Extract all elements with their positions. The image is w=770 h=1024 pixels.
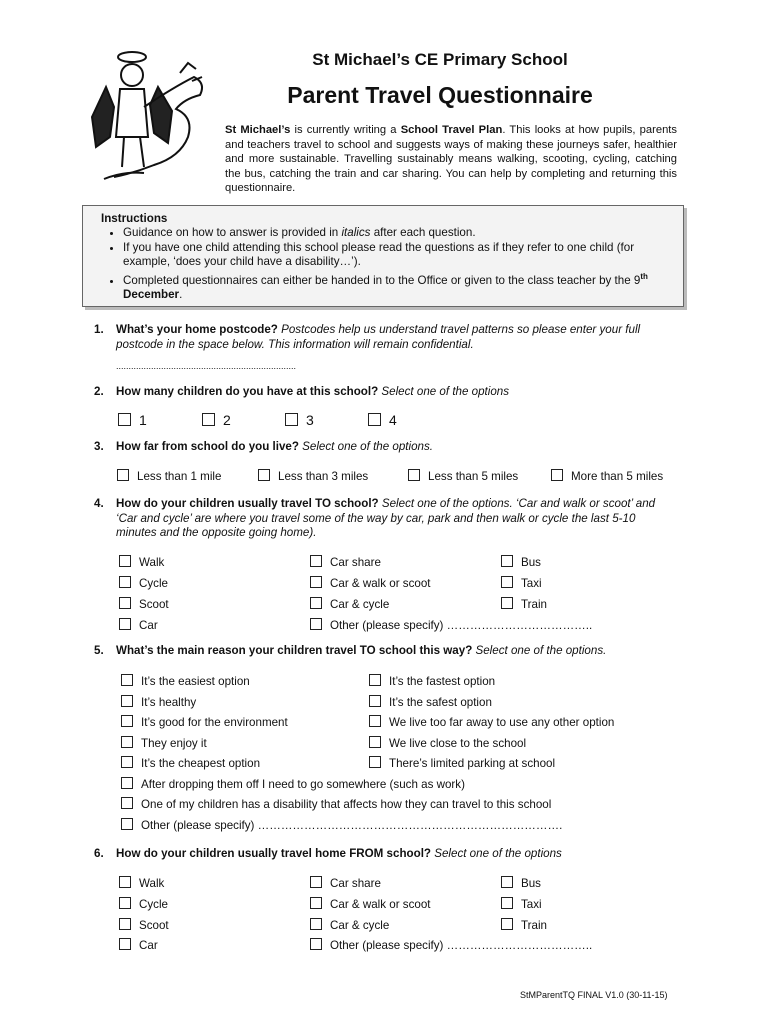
option-reason-cheapest[interactable]: It’s the cheapest option [121,756,260,770]
checkbox[interactable] [121,715,133,727]
checkbox[interactable] [119,576,131,588]
checkbox[interactable] [408,469,420,481]
option-children-4[interactable]: 4 [368,412,397,428]
checkbox[interactable] [501,597,513,609]
checkbox[interactable] [369,736,381,748]
question-6: 6. How do your children usually travel home FROM school? Select one of the options [94,847,562,860]
checkbox[interactable] [310,597,322,609]
checkbox[interactable] [369,695,381,707]
option-from-car-walk[interactable]: Car & walk or scoot [310,897,431,911]
checkbox[interactable] [121,818,133,830]
option-to-taxi[interactable]: Taxi [501,576,542,590]
instruction-item: • Guidance on how to answer is provided in italics after each question. [123,226,671,241]
checkbox[interactable] [501,576,513,588]
option-reason-enjoy[interactable]: They enjoy it [121,736,207,750]
option-distance-1[interactable]: Less than 1 mile [117,469,221,483]
checkbox[interactable] [119,918,131,930]
question-text: What’s your home postcode? [116,323,278,336]
question-guidance: Postcodes help us understand travel patterns so please enter your full postcode in the space below. This information will remain confidential. [116,323,641,351]
checkbox[interactable] [121,777,133,789]
checkbox[interactable] [119,618,131,630]
option-reason-fastest[interactable]: It’s the fastest option [369,674,495,688]
intro-school: St Michael’s [225,124,291,136]
postcode-input-line[interactable]: ........................................................................ [116,361,297,371]
question-5: 5. What’s the main reason your children travel TO school this way? Select one of the options. [94,644,607,657]
option-to-car[interactable]: Car [119,618,158,632]
option-reason-easiest[interactable]: It’s the easiest option [121,674,250,688]
checkbox[interactable] [310,897,322,909]
option-reason-healthy[interactable]: It’s healthy [121,695,196,709]
option-distance-more[interactable]: More than 5 miles [551,469,663,483]
option-from-bus[interactable]: Bus [501,876,541,890]
checkbox[interactable] [310,938,322,950]
checkbox[interactable] [501,918,513,930]
question-3: 3. How far from school do you live? Select one of the options. [94,440,434,453]
option-to-train[interactable]: Train [501,597,547,611]
option-to-cycle[interactable]: Cycle [119,576,168,590]
question-2: 2. How many children do you have at this school? Select one of the options [94,385,510,398]
option-reason-safest[interactable]: It’s the safest option [369,695,492,709]
option-from-taxi[interactable]: Taxi [501,897,542,911]
intro-plan: School Travel Plan [400,124,503,136]
instructions-box [82,205,684,307]
option-to-walk[interactable]: Walk [119,555,164,569]
option-distance-5[interactable]: Less than 5 miles [408,469,518,483]
question-1 [94,323,674,352]
checkbox[interactable] [119,555,131,567]
checkbox[interactable] [119,597,131,609]
checkbox[interactable] [310,555,322,567]
checkbox[interactable] [117,469,129,481]
checkbox[interactable] [121,695,133,707]
checkbox[interactable] [310,876,322,888]
checkbox[interactable] [118,413,131,426]
option-distance-3[interactable]: Less than 3 miles [258,469,368,483]
checkbox[interactable] [121,797,133,809]
checkbox[interactable] [121,756,133,768]
checkbox[interactable] [121,674,133,686]
option-children-2[interactable]: 2 [202,412,231,428]
checkbox[interactable] [501,897,513,909]
page-title: Parent Travel Questionnaire [287,82,593,108]
option-to-car-cycle[interactable]: Car & cycle [310,597,389,611]
option-reason-parking[interactable]: There’s limited parking at school [369,756,555,770]
intro-paragraph [225,123,677,196]
checkbox[interactable] [369,715,381,727]
checkbox[interactable] [551,469,563,481]
intro-part1: is currently writing a [290,124,401,136]
option-from-walk[interactable]: Walk [119,876,164,890]
checkbox[interactable] [369,756,381,768]
option-reason-disability[interactable]: One of my children has a disability that affects how they can travel to this school [121,797,551,811]
option-from-scoot[interactable]: Scoot [119,918,169,932]
option-from-other[interactable]: Other (please specify) ……………………………….. [310,938,592,952]
checkbox[interactable] [119,876,131,888]
checkbox[interactable] [258,469,270,481]
school-name: St Michael’s CE Primary School [312,50,568,69]
checkbox[interactable] [368,413,381,426]
option-from-car[interactable]: Car [119,938,158,952]
option-reason-environment[interactable]: It’s good for the environment [121,715,288,729]
checkbox[interactable] [310,618,322,630]
option-reason-close[interactable]: We live close to the school [369,736,526,750]
checkbox[interactable] [369,674,381,686]
option-from-car-cycle[interactable]: Car & cycle [310,918,389,932]
instructions-heading: Instructions [101,212,168,225]
instruction-item: • Completed questionnaires can either be handed in to the Office or given to the class teacher by the 9th December. [123,270,671,303]
checkbox[interactable] [285,413,298,426]
question-number: 1. [94,323,104,336]
option-reason-too-far[interactable]: We live too far away to use any other option [369,715,614,729]
checkbox[interactable] [121,736,133,748]
checkbox[interactable] [501,555,513,567]
option-children-1[interactable]: 1 [118,412,147,428]
option-to-bus[interactable]: Bus [501,555,541,569]
instruction-item: • If you have one child attending this school please read the questions as if they refer to one child (for example, ‘does your child have a disability…’). [123,241,671,270]
checkbox[interactable] [501,876,513,888]
option-to-scoot[interactable]: Scoot [119,597,169,611]
footer-code: StMParentTQ FINAL V1.0 (30-11-15) [520,990,668,1000]
checkbox[interactable] [119,897,131,909]
school-crest-logo [84,47,214,187]
option-to-car-share[interactable]: Car share [310,555,381,569]
checkbox[interactable] [202,413,215,426]
option-to-other[interactable]: Other (please specify) ……………………………….. [310,618,592,632]
checkbox[interactable] [310,576,322,588]
option-reason-other[interactable]: Other (please specify) ……………………………………………………………………. [121,818,562,832]
option-reason-work[interactable]: After dropping them off I need to go somewhere (such as work) [121,777,465,791]
checkbox[interactable] [310,918,322,930]
option-from-car-share[interactable]: Car share [310,876,381,890]
option-children-3[interactable]: 3 [285,412,314,428]
option-from-train[interactable]: Train [501,918,547,932]
question-4: 4. How do your children usually travel TO school? Select one of the options. ‘Car and walk or scoot’ and ‘Car and cycle’ are where you travel some of the way by car, park and then walk or cycle the last 5-10 minutes and the opposite going home). [94,497,656,539]
checkbox[interactable] [119,938,131,950]
option-to-car-walk[interactable]: Car & walk or scoot [310,576,431,590]
intro-part2: . This looks at how pupils, parents and teachers travel to school and suggests ways of making these journeys safer, healthier and more sustainable. Travelling sustainably means walking, scooting, cycling, catching the bus, catching the train and car sharing. You can help by completing and returning this questionnaire. [225,124,677,194]
option-from-cycle[interactable]: Cycle [119,897,168,911]
